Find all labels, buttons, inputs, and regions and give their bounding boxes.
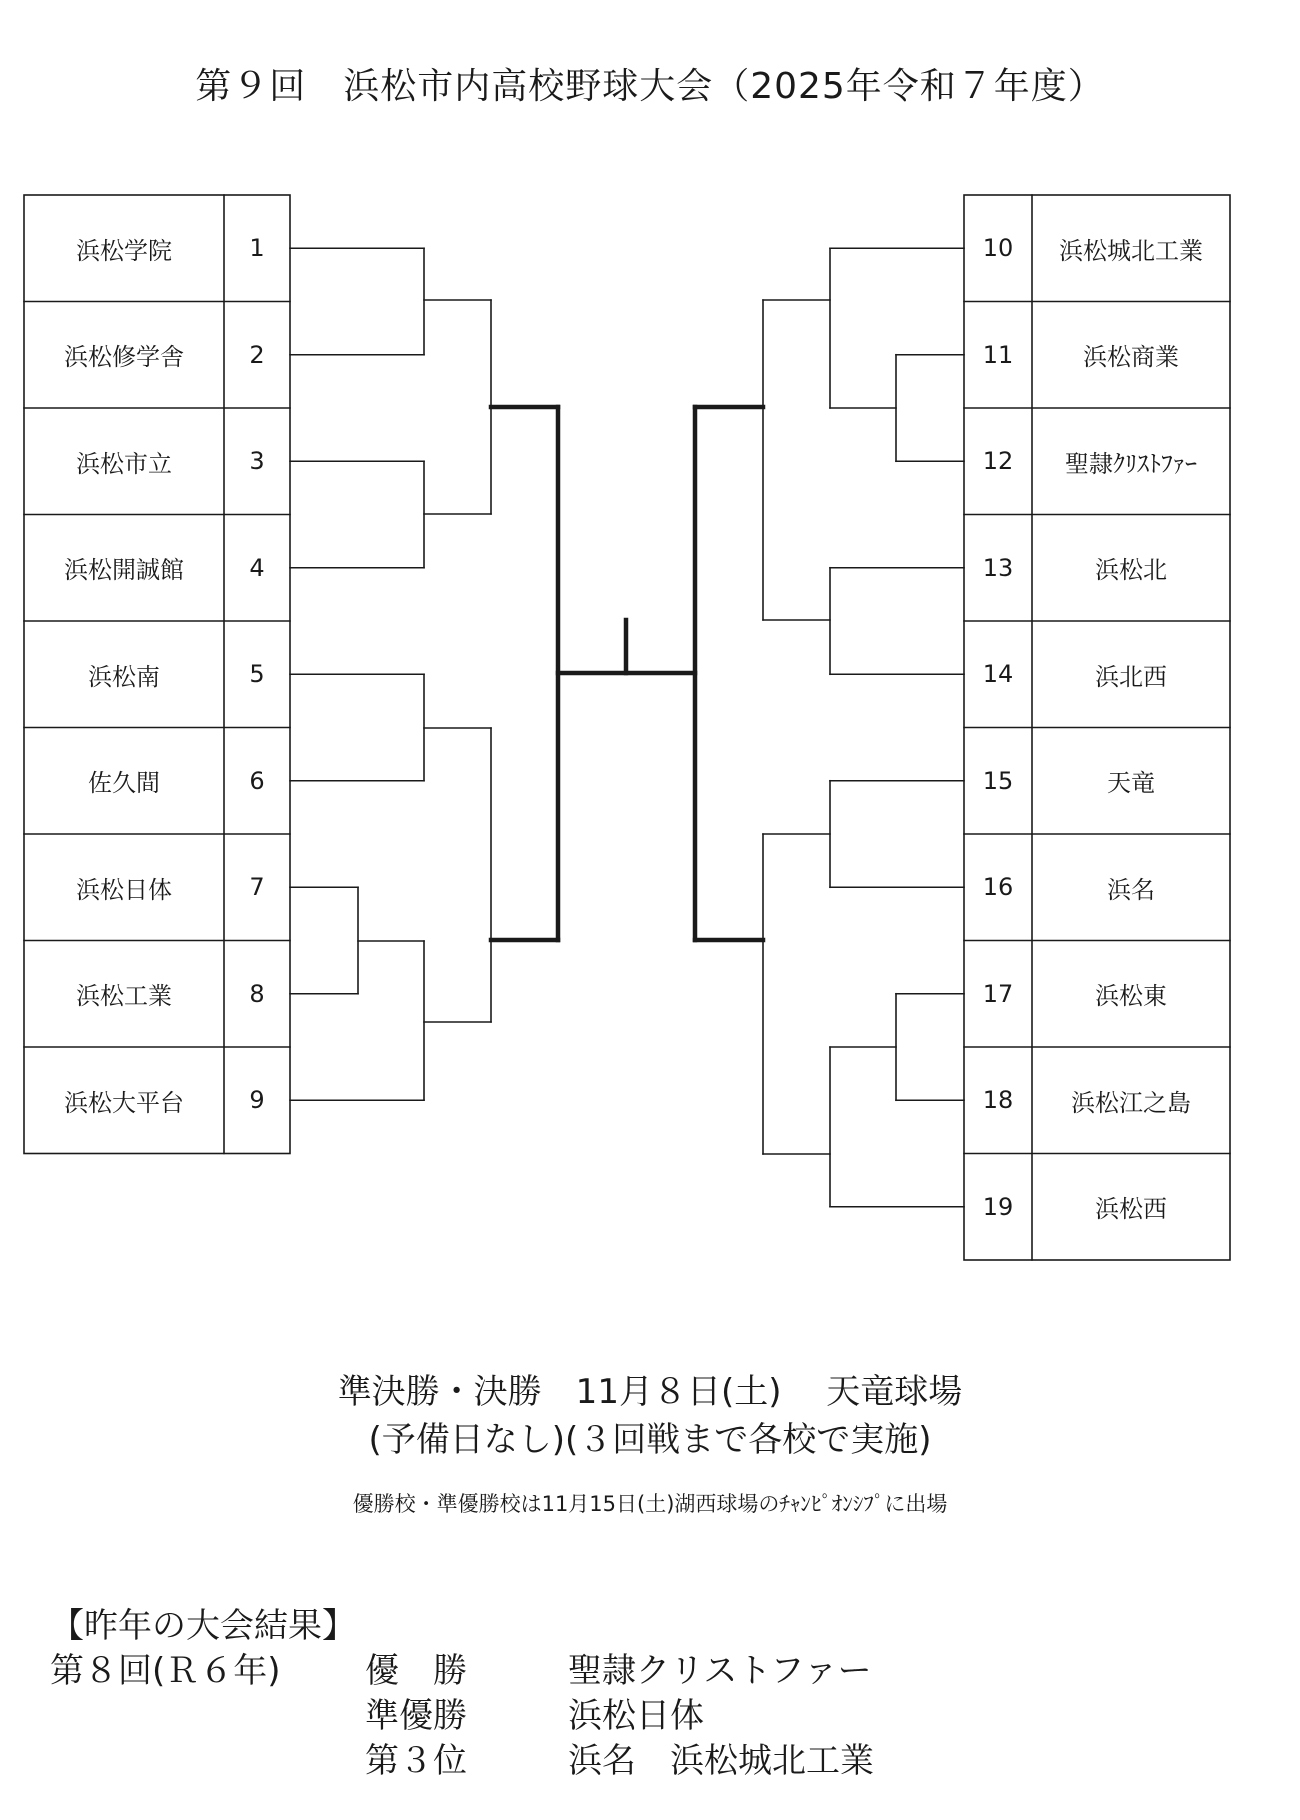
schedule-line: 準決勝・決勝 11月８日(土) 天竜球場 xyxy=(337,1372,963,1412)
seed-number: 19 xyxy=(982,1192,1014,1221)
seed-number: 12 xyxy=(982,447,1014,476)
result-label: 優 勝 xyxy=(365,1651,467,1691)
seed-number: 2 xyxy=(249,340,265,369)
seed-number: 8 xyxy=(249,979,265,1008)
last-year-edition: 第８回(Ｒ６年) xyxy=(50,1651,281,1691)
result-value: 浜名 浜松城北工業 xyxy=(568,1741,874,1781)
team-name: 佐久間 xyxy=(88,769,160,798)
seed-number: 11 xyxy=(982,340,1014,369)
seed-number: 16 xyxy=(982,873,1014,902)
result-value: 浜松日体 xyxy=(568,1696,704,1736)
seed-number: 4 xyxy=(249,553,265,582)
team-name: 浜名 xyxy=(1107,875,1155,904)
team-name: 浜松南 xyxy=(88,662,160,691)
seed-number: 3 xyxy=(249,447,265,476)
team-name: 聖隷ｸﾘｽﾄﾌｧｰ xyxy=(1065,449,1197,478)
seed-number: 1 xyxy=(249,234,265,263)
seed-number: 13 xyxy=(982,553,1014,582)
seed-number: 15 xyxy=(982,766,1014,795)
team-name: 浜松江之島 xyxy=(1071,1088,1191,1117)
team-name: 浜松日体 xyxy=(76,875,172,904)
team-name: 浜北西 xyxy=(1095,662,1167,691)
schedule-note-line: (予備日なし)(３回戦まで各校で実施) xyxy=(368,1420,932,1460)
team-name: 浜松東 xyxy=(1095,982,1167,1011)
seed-number: 5 xyxy=(249,660,265,689)
team-name: 浜松工業 xyxy=(76,982,172,1011)
team-name: 浜松西 xyxy=(1095,1195,1167,1224)
team-name: 浜松商業 xyxy=(1083,343,1179,372)
seed-number: 18 xyxy=(982,1086,1014,1115)
seed-number: 10 xyxy=(982,234,1014,263)
team-name: 浜松学院 xyxy=(76,236,172,265)
seed-number: 7 xyxy=(249,873,265,902)
result-label: 第３位 xyxy=(365,1741,467,1781)
seed-number: 14 xyxy=(982,660,1014,689)
team-name: 浜松北 xyxy=(1095,556,1167,585)
seed-number: 6 xyxy=(249,766,265,795)
team-name: 浜松開誠館 xyxy=(64,556,184,585)
championship-note: 優勝校・準優勝校は11月15日(土)湖西球場のﾁｬﾝﾋﾟｵﾝｼﾌﾟに出場 xyxy=(352,1492,948,1516)
page-title: 第９回 浜松市内高校野球大会（2025年令和７年度） xyxy=(195,66,1105,107)
last-year-heading: 【昨年の大会結果】 xyxy=(50,1606,356,1646)
result-label: 準優勝 xyxy=(365,1696,467,1736)
result-value: 聖隷クリストファー xyxy=(568,1651,872,1691)
seed-number: 9 xyxy=(249,1086,265,1115)
team-name: 天竜 xyxy=(1107,769,1155,798)
team-name: 浜松市立 xyxy=(76,449,172,478)
team-name: 浜松城北工業 xyxy=(1059,236,1203,265)
team-name: 浜松大平台 xyxy=(64,1088,184,1117)
seed-number: 17 xyxy=(982,979,1014,1008)
team-name: 浜松修学舎 xyxy=(64,343,184,372)
